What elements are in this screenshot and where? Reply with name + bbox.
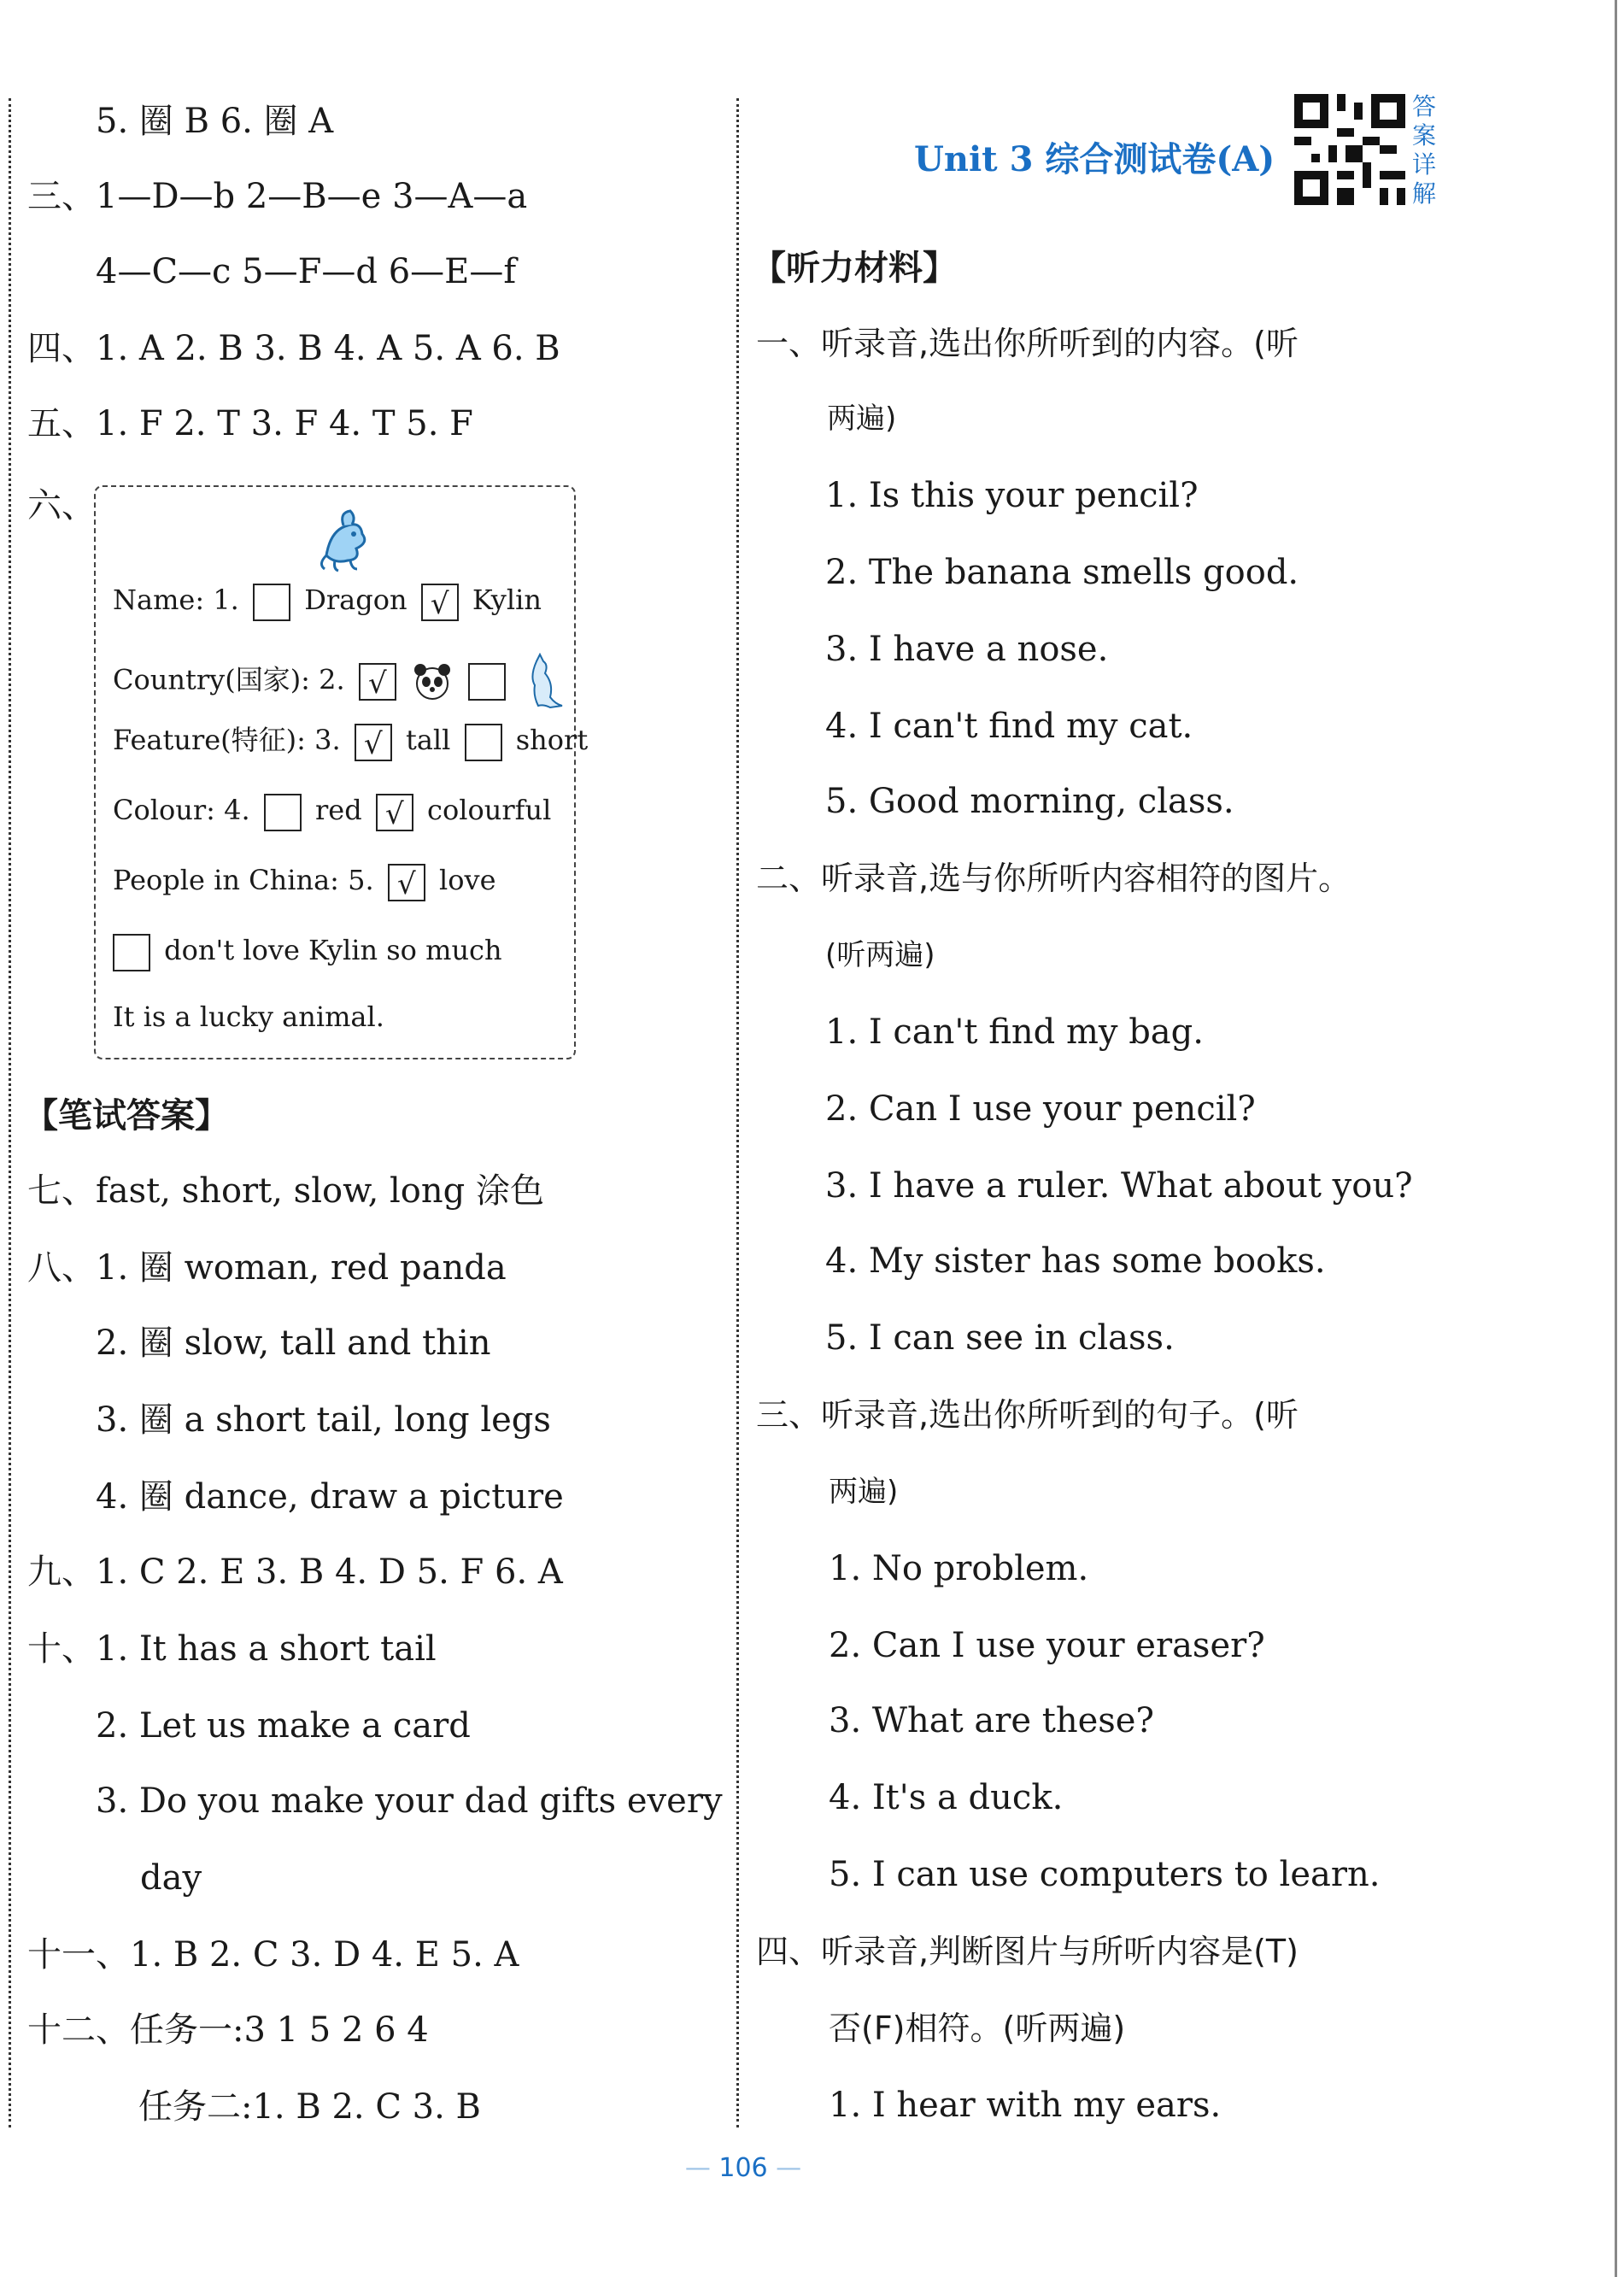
panda-icon <box>410 660 454 704</box>
answer-line: 3. 圈 a short tail, long legs <box>96 1400 551 1440</box>
answer-line: 2. 圈 slow, tall and thin <box>96 1323 491 1363</box>
answer-line: day <box>140 1858 202 1898</box>
section-3-cont: 两遍) <box>829 1475 899 1509</box>
answer-line: 三、1—D—b 2—B—e 3—A—a <box>27 177 528 216</box>
love-checkbox[interactable]: √ <box>388 864 425 901</box>
answer-line: 4—C—c 5—F—d 6—E—f <box>96 252 517 291</box>
country-label: Country(国家): 2. <box>113 663 345 696</box>
section-2-cont: (听两遍) <box>825 938 935 972</box>
kylin-checkbox[interactable]: √ <box>421 584 459 621</box>
china-checkbox[interactable]: √ <box>359 663 396 701</box>
colour-label: Colour: 4. <box>113 794 250 826</box>
listening-item: 3. What are these? <box>829 1701 1154 1740</box>
dragon-label: Dragon <box>304 584 407 616</box>
listening-item: 4. I can't find my cat. <box>825 707 1193 746</box>
answer-line: 七、fast, short, slow, long 涂色 <box>27 1171 544 1211</box>
answer-line: 任务二:1. B 2. C 3. B <box>138 2087 481 2127</box>
listening-item: 1. I can't find my bag. <box>825 1012 1204 1052</box>
listening-item: 2. Can I use your pencil? <box>825 1089 1256 1129</box>
answer-line: 十二、任务一:3 1 5 2 6 4 <box>27 2010 429 2050</box>
kylin-label: Kylin <box>472 584 542 616</box>
country-row <box>113 653 564 711</box>
tall-label: tall <box>405 724 451 756</box>
left-margin-line <box>9 98 11 2127</box>
lucky-text: It is a lucky animal. <box>113 1001 384 1033</box>
listening-item: 3. I have a nose. <box>825 630 1109 669</box>
section-4-cont: 否(F)相符。(听两遍) <box>829 2010 1126 2047</box>
tall-checkbox[interactable]: √ <box>355 724 392 761</box>
answer-line: 十一、1. B 2. C 3. D 4. E 5. A <box>27 1935 519 1975</box>
feature-row <box>113 723 588 761</box>
dragon-checkbox[interactable] <box>253 584 290 621</box>
written-answers-heading: 【笔试答案】 <box>24 1096 229 1136</box>
name-label: Name: 1. <box>113 584 239 616</box>
kylin-icon <box>309 504 378 572</box>
kylin-info-card <box>94 485 589 1059</box>
colourful-label: colourful <box>427 794 552 826</box>
listening-item: 2. Can I use your eraser? <box>829 1626 1265 1665</box>
love-label: love <box>438 864 496 896</box>
listening-item: 2. The banana smells good. <box>825 553 1299 592</box>
page-edge <box>1615 0 1617 2277</box>
people-label: People in China: 5. <box>113 864 374 896</box>
listening-item: 1. Is this your pencil? <box>825 476 1199 515</box>
listening-item: 4. It's a duck. <box>829 1778 1064 1817</box>
dont-love-checkbox[interactable] <box>113 934 150 971</box>
section-3-title: 三、听录音,选出你所听到的句子。(听 <box>756 1396 1299 1434</box>
answer-line: 5. 圈 B 6. 圈 A <box>96 102 334 141</box>
column-divider <box>736 98 739 2127</box>
answer-line: 4. 圈 dance, draw a picture <box>96 1477 564 1517</box>
page-number-footer: — 106 — <box>684 2153 802 2183</box>
section-1-title: 一、听录音,选出你所听到的内容。(听 <box>756 325 1299 362</box>
answer-line: 五、1. F 2. T 3. F 4. T 5. F <box>27 404 473 443</box>
answer-line: 八、1. 圈 woman, red panda <box>27 1248 507 1288</box>
listening-heading: 【听力材料】 <box>752 249 957 288</box>
listening-item: 5. I can use computers to learn. <box>829 1855 1381 1894</box>
listening-item: 3. I have a ruler. What about you? <box>825 1166 1413 1206</box>
listening-item: 5. I can see in class. <box>825 1318 1175 1358</box>
answer-line: 四、1. A 2. B 3. B 4. A 5. A 6. B <box>27 329 560 368</box>
answer-line: 九、1. C 2. E 3. B 4. D 5. F 6. A <box>27 1552 563 1592</box>
dont-love-label: don't love Kylin so much <box>164 934 502 966</box>
answer-line: 3. Do you make your dad gifts every <box>96 1781 723 1821</box>
listening-item: 1. I hear with my ears. <box>829 2086 1222 2125</box>
feature-label: Feature(特征): 3. <box>113 724 341 756</box>
colourful-checkbox[interactable]: √ <box>376 794 413 831</box>
section-2-title: 二、听录音,选与你所听内容相符的图片。 <box>756 860 1351 897</box>
people-row <box>113 863 496 901</box>
short-label: short <box>515 724 589 756</box>
qr-code-icon[interactable] <box>1294 94 1405 205</box>
section-4-title: 四、听录音,判断图片与所听内容是(T) <box>756 1933 1299 1970</box>
kangaroo-icon <box>519 653 564 711</box>
listening-item: 5. Good morning, class. <box>825 782 1234 821</box>
listening-item: 1. No problem. <box>829 1549 1089 1588</box>
colour-row <box>113 793 551 831</box>
short-checkbox[interactable] <box>465 724 502 761</box>
name-row <box>113 583 542 621</box>
section-label: 六、 <box>27 486 96 525</box>
answer-line: 十、1. It has a short tail <box>27 1629 437 1669</box>
page-number: 106 <box>718 2153 768 2183</box>
dont-love-row <box>113 933 502 971</box>
section-1-cont: 两遍) <box>827 402 897 436</box>
answer-line: 2. Let us make a card <box>96 1706 471 1746</box>
qr-caption: 答案详解 <box>1411 92 1436 208</box>
red-checkbox[interactable] <box>264 794 302 831</box>
australia-checkbox[interactable] <box>468 663 506 701</box>
red-label: red <box>314 794 362 826</box>
listening-item: 4. My sister has some books. <box>825 1241 1326 1281</box>
unit-title: Unit 3 综合测试卷(A) <box>914 139 1275 179</box>
